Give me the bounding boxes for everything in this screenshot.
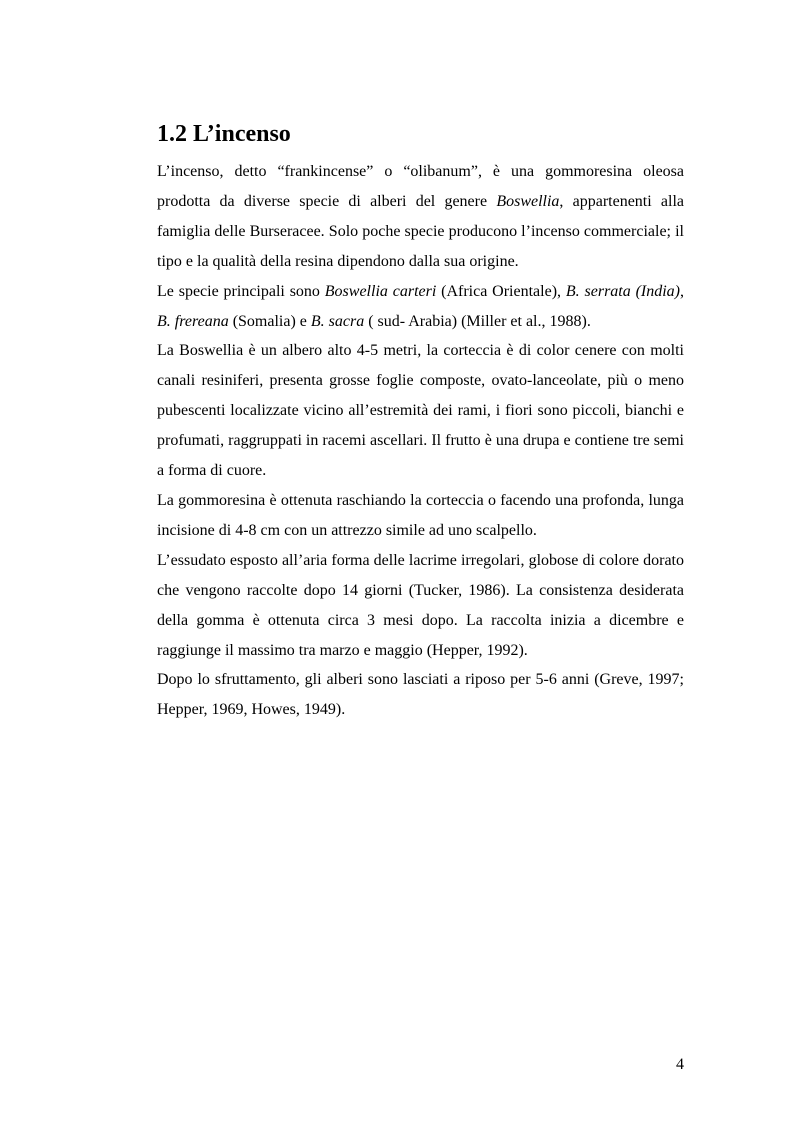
text-run: L’incenso, detto “frankincense” o “olibanum”, è una gommoresina oleosa prodotta da diverse specie di alberi del genere xyxy=(157,163,684,210)
italic-text-run: B. frereana xyxy=(157,312,229,330)
italic-text-run: Boswellia xyxy=(496,192,560,210)
italic-text-run: Boswellia carteri xyxy=(324,282,437,300)
text-run: Le specie principali sono xyxy=(157,282,325,300)
text-run: Dopo lo sfruttamento, gli alberi sono lasciati a riposo per 5-6 anni (Greve, 1997; Hepper, 1969, Howes, 1949). xyxy=(157,671,684,719)
text-run: (Africa Orientale), xyxy=(436,282,566,300)
text-run: , appartenenti alla famiglia delle Burseracee. Solo poche specie producono l’incenso commerciale; il tipo e la qualità della resina dipendono dalla sua origine. xyxy=(157,192,684,270)
text-run: La Boswellia è un albero alto 4-5 metri, la corteccia è di color cenere con molti canali resiniferi, presenta grosse foglie composte, ovato-lanceolate, più o meno pubescenti localizzate vicino all’estremità dei rami, i fiori sono piccoli, bianchi e profumati, raggruppati in racemi ascellari. Il frutto è una drupa e contiene tre semi a forma di cuore. xyxy=(157,342,684,480)
paragraph-resin-extraction xyxy=(157,486,684,546)
page-number: 4 xyxy=(676,1056,684,1073)
italic-text-run: B. sacra xyxy=(310,312,365,330)
text-run: (Somalia) e xyxy=(228,312,311,330)
paragraph-tree-description xyxy=(157,336,684,486)
paragraph-definition xyxy=(157,157,684,277)
paragraph-rest-period xyxy=(157,665,684,725)
section-body xyxy=(157,157,684,725)
paragraph-harvest xyxy=(157,546,684,666)
italic-text-run: B. serrata (India) xyxy=(565,282,681,300)
text-run: La gommoresina è ottenuta raschiando la corteccia o facendo una profonda, lunga incisione di 4-8 cm con un attrezzo simile ad uno scalpello. xyxy=(157,491,684,539)
paragraph-main-species xyxy=(157,277,684,337)
text-run: ( sud- Arabia) (Miller et al., 1988). xyxy=(364,312,591,330)
section-heading: 1.2 L’incenso xyxy=(157,121,291,147)
text-run: , xyxy=(680,282,685,300)
text-run: L’essudato esposto all’aria forma delle lacrime irregolari, globose di colore dorato che vengono raccolte dopo 14 giorni (Tucker, 1986). La consistenza desiderata della gomma è ottenuta circa 3 mesi dopo. La raccolta inizia a dicembre e raggiunge il massimo tra marzo e maggio (Hepper, 1992). xyxy=(157,551,684,659)
